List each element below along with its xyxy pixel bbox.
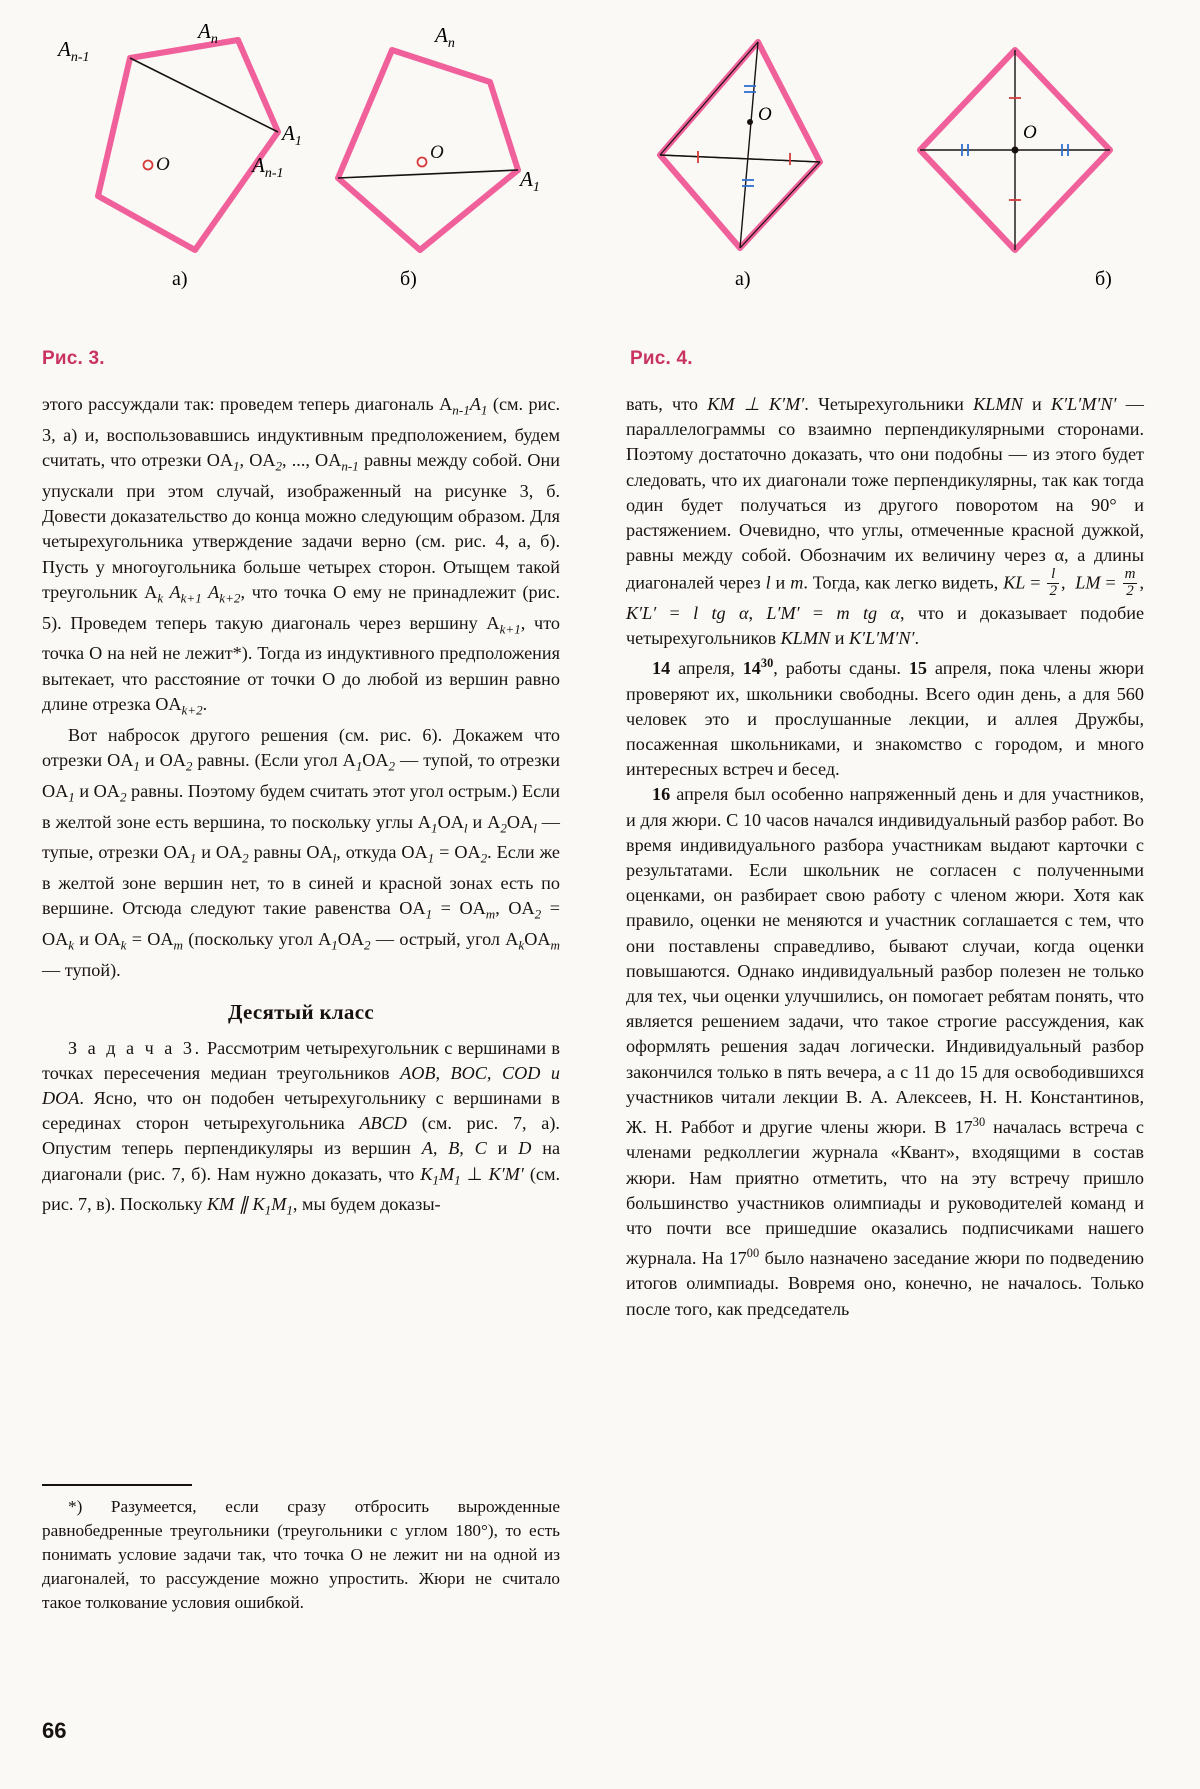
- footnote-text: *) Разумеется, если сразу отбросить вырожденные равнобедренные треугольники (треугольники с углом 180°), то есть понимать условие задачи так, что точка O не лежит ни на одной из диагоналей, то рассуждение можно упростить. Жюри не считало такое толкование условия ошибкой.: [42, 1497, 560, 1612]
- quad-b-label-o: O: [1023, 122, 1037, 143]
- figure-3-svg: [20, 10, 600, 310]
- figure-3-caption: Рис. 3.: [42, 348, 105, 369]
- label-an1-a: $A_{n-1}$: [58, 37, 90, 65]
- label-an1-b: $A_{n-1}$: [252, 153, 284, 181]
- figure-4-svg: [630, 10, 1190, 310]
- quad-b-center: [1012, 147, 1019, 154]
- figure-4-caption: Рис. 4.: [630, 348, 693, 369]
- diagonal-a: [130, 58, 278, 132]
- figures-band: [0, 0, 1200, 369]
- paragraph-1: этого рассуждали так: проведем теперь диагональ $A_{n-1}A_1$ (см. рис. 3, а) и, воспользовавшись индуктивным предположением, будем считать, что отрезки $OA_1$, $OA_2$, ..., $OA_{n-1}$ равны между собой. Они упускали при этом случай, изображенный на рисунке 3, б. Довести доказательство до конца можно следующим образом. Для четырехугольника утверждение задачи верно (см. рис. 4, а, б). Пусть у многоугольника больше четырех сторон. Отыщем такой треугольник $A_k$ $A_{k+1}$ $A_{k+2}$, что точка O ему не принадлежит (рис. 5). Проведем теперь такую диагональ через вершину $A_{k+1}$, что точка O на ней не лежит*). Тогда из индуктивного предположения вытекает, что расстояние от точки O до любой из вершин равно длине отрезка $OA_{k+2}$.: [42, 394, 560, 718]
- label-an-a: $A_n$: [198, 19, 218, 47]
- fig4-sub-a: а): [735, 268, 751, 290]
- quad-a-center: [747, 119, 753, 125]
- left-text-column: [42, 392, 560, 1223]
- footnote-rule: [42, 1484, 192, 1486]
- fig4-sub-b: б): [1095, 268, 1112, 290]
- label-o-a: O: [156, 154, 170, 175]
- polygon-a: [98, 40, 278, 250]
- fig3-sub-b: б): [400, 268, 417, 290]
- fraction-m-2: $\frac{m}{2}$: [1124, 566, 1136, 600]
- fraction-l-2: $\frac{l}{2}$: [1049, 566, 1057, 600]
- fig3-sub-a: а): [172, 268, 188, 290]
- quad-a: [660, 42, 820, 248]
- page-number: 66: [42, 1718, 67, 1743]
- right-text-column: [626, 392, 1144, 1322]
- quad-a-label-o: O: [758, 104, 772, 125]
- polygon-b: [338, 50, 518, 250]
- quad-a-diag2: [740, 42, 758, 248]
- diagonal-b: [338, 170, 518, 178]
- point-o-a: [144, 161, 153, 170]
- paragraph-r2: 14 апреля, $14^{30}$, работы сданы. 15 апреля, пока члены жюри проверяют их, школьники свободны. Всего один день, а для 560 человек это и прослушанные лекции, и аллея Дружбы, посаженная школьниками, и знакомство с городом, и много интересных встреч и бесед.: [626, 656, 1144, 780]
- point-o-b: [418, 158, 427, 167]
- figure-4: [630, 10, 1190, 310]
- paragraph-r1: вать, что KM ⊥ K′M′. Четырехугольники KLMN и K′L′M′N′ — параллелограммы со взаимно перпендикулярными сторонами. Поэтому достаточно доказать, что они подобны — из этого будет следовать, что их диагонали тоже перпендикулярны, так как тогда один будет получаться из другого поворотом на 90° и растяжением. Очевидно, что углы, отмеченные красной дужкой, равны между собой. Обозначим их величину через α, а длины диагоналей через l и m. Тогда, как легко видеть, KL = $\frac{l}{2}$ , LM = $\frac{m}{2}$ , K′L′ = l tg α, L′M′ = m tg α, что и доказывает подобие четырехугольников KLMN и K′L′M′N′.: [626, 394, 1145, 649]
- label-a1-a: $A_1$: [282, 121, 302, 149]
- quad-a-seg3: [660, 155, 820, 162]
- paragraph-r3: 16 апреля был особенно напряженный день и для участников, и для жюри. С 10 часов начался индивидуальный разбор работ. Во время индивидуального разбора участникам выдают карточки с результатами. Если школьник не согласен с полученными оценками, он разбирает свою работу с членом жюри. Хотя как правило, оценки не меняются и участник соглашается с тем, что они поставлены справедливо, бывают случаи, когда оценки повышаются. Однако индивидуальный разбор полезен не только для тех, чьи оценки улучшились, он помогает ребятам понять, что является решением задачи, что такое строгие рассуждения, как оформлять решения задач логически. Индивидуальный разбор закончился только в пять вечера, а с 11 до 15 для освободившихся участников читали лекции В. А. Алексеев, Н. Н. Константинов, Ж. Н. Раббот и другие члены жюри. В $17^{30}$ началась встреча с членами редколлегии журнала «Квант», входящими в состав жюри. Нам приятно отметить, что на эту встречу пришло большинство участников олимпиады и руководителей команд и что почти все пришедшие оказались подписчиками нашего журнала. На $17^{00}$ было назначено заседание жюри по подведению итогов олимпиады. Вовремя оно, конечно, не началось. Только после того, как председатель: [626, 784, 1145, 1319]
- label-an-b: $A_n$: [435, 23, 455, 51]
- paragraph-3: З а д а ч а 3. Рассмотрим четырехугольник с вершинами в точках пересечения медиан треугольников AOB, BOC, COD и DOA. Ясно, что он подобен четырехугольнику с вершинами в серединах сторон четырехугольника ABCD (см. рис. 7, а). Опустим теперь перпендикуляры из вершин A, B, C и D на диагонали (рис. 7, б). Нам нужно доказать, что $K_1M_1$ ⊥ K′M′ (см. рис. 7, в). Поскольку KM ∥ $K_1M_1$, мы будем доказы-: [42, 1037, 561, 1219]
- paragraph-2: Вот набросок другого решения (см. рис. 6). Докажем что отрезки $OA_1$ и $OA_2$ равны. (Если угол $A_1OA_2$ — тупой, то отрезки $OA_1$ и $OA_2$ равны. Поэтому будем считать этот угол острым.) Если в желтой зоне есть вершина, то поскольку углы $A_1OA_l$ и $A_2OA_l$ — тупые, отрезки $OA_1$ и $OA_2$ равны $OA_l$, откуда $OA_1 = OA_2$. Если же в желтой зоне вершин нет, то в синей и красной зонах есть по вершине. Отсюда следуют такие равенства $OA_1 = OA_m$, $OA_2 = OA_k$ и $OA_k = OA_m$ (поскольку угол $A_1OA_2$ — острый, угол $A_kOA_m$ — тупой).: [42, 724, 560, 981]
- quad-a-seg2: [740, 162, 820, 248]
- section-heading: Десятый класс: [228, 1000, 374, 1025]
- footnote: [42, 1484, 560, 1615]
- label-o-b: O: [430, 142, 444, 163]
- quad-a-seg1: [660, 42, 758, 155]
- label-a1-b: $A_1$: [520, 167, 540, 195]
- figure-3: [20, 10, 600, 310]
